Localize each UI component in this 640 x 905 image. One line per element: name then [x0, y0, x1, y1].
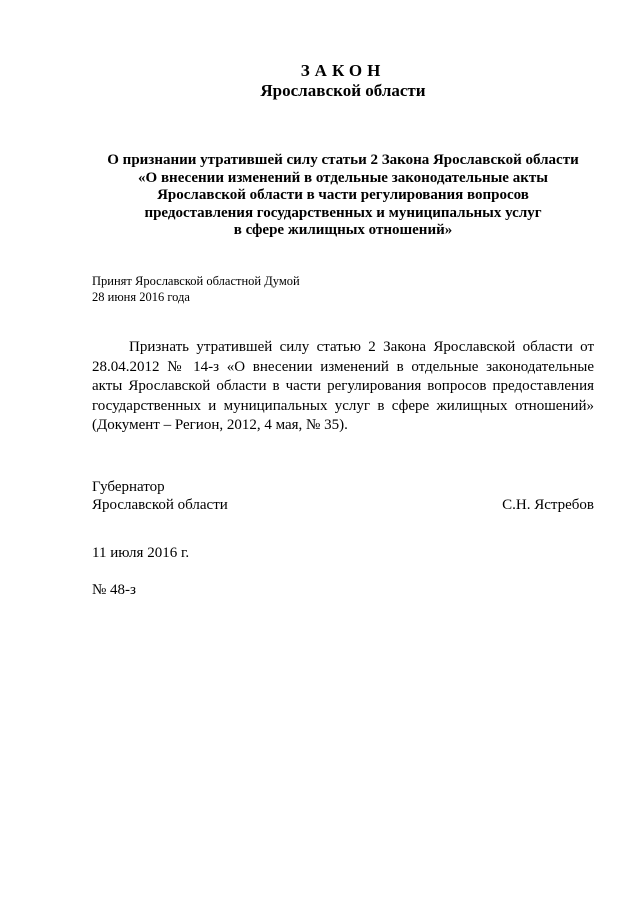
- body-line: акты Ярославской области в части регулирования вопросов предоставления: [92, 378, 594, 394]
- law-title-line: «О внесении изменений в отдельные законодательные акты: [138, 169, 548, 186]
- signatory-region: Ярославской области: [92, 497, 228, 513]
- law-title-line: в сфере жилищных отношений»: [233, 222, 453, 238]
- law-title-line: Ярославской области в части регулирования вопросов: [157, 187, 529, 203]
- law-number: № 48-з: [92, 582, 136, 598]
- signatory-name: С.Н. Ястребов: [502, 497, 594, 513]
- law-title: [0, 152, 640, 240]
- signatory-position: [92, 478, 228, 514]
- signatory-title: Губернатор: [92, 479, 165, 495]
- law-title-line: предоставления государственных и муниципальных услуг: [144, 204, 542, 221]
- law-heading: ЗАКОН: [300, 61, 386, 80]
- body-line: 28.04.2012 № 14-з «О внесении изменений в отдельные законодательные: [92, 358, 594, 375]
- signing-date: 11 июля 2016 г.: [92, 545, 190, 561]
- law-title-line: О признании утратившей силу статьи 2 Закона Ярославской области: [107, 152, 579, 168]
- body-line: (Документ – Регион, 2012, 4 мая, № 35).: [92, 417, 348, 433]
- law-region: Ярославской области: [260, 81, 426, 100]
- adoption-body: Принят Ярославской областной Думой: [92, 274, 300, 288]
- adoption-date: 28 июня 2016 года: [92, 290, 190, 304]
- adoption-note: [92, 273, 300, 305]
- body-line: государственных и муниципальных услуг в сфере жилищных отношений»: [92, 397, 594, 414]
- body-paragraph: [92, 338, 594, 436]
- body-line: Признать утратившей силу статью 2 Закона Ярославской области от: [129, 339, 594, 355]
